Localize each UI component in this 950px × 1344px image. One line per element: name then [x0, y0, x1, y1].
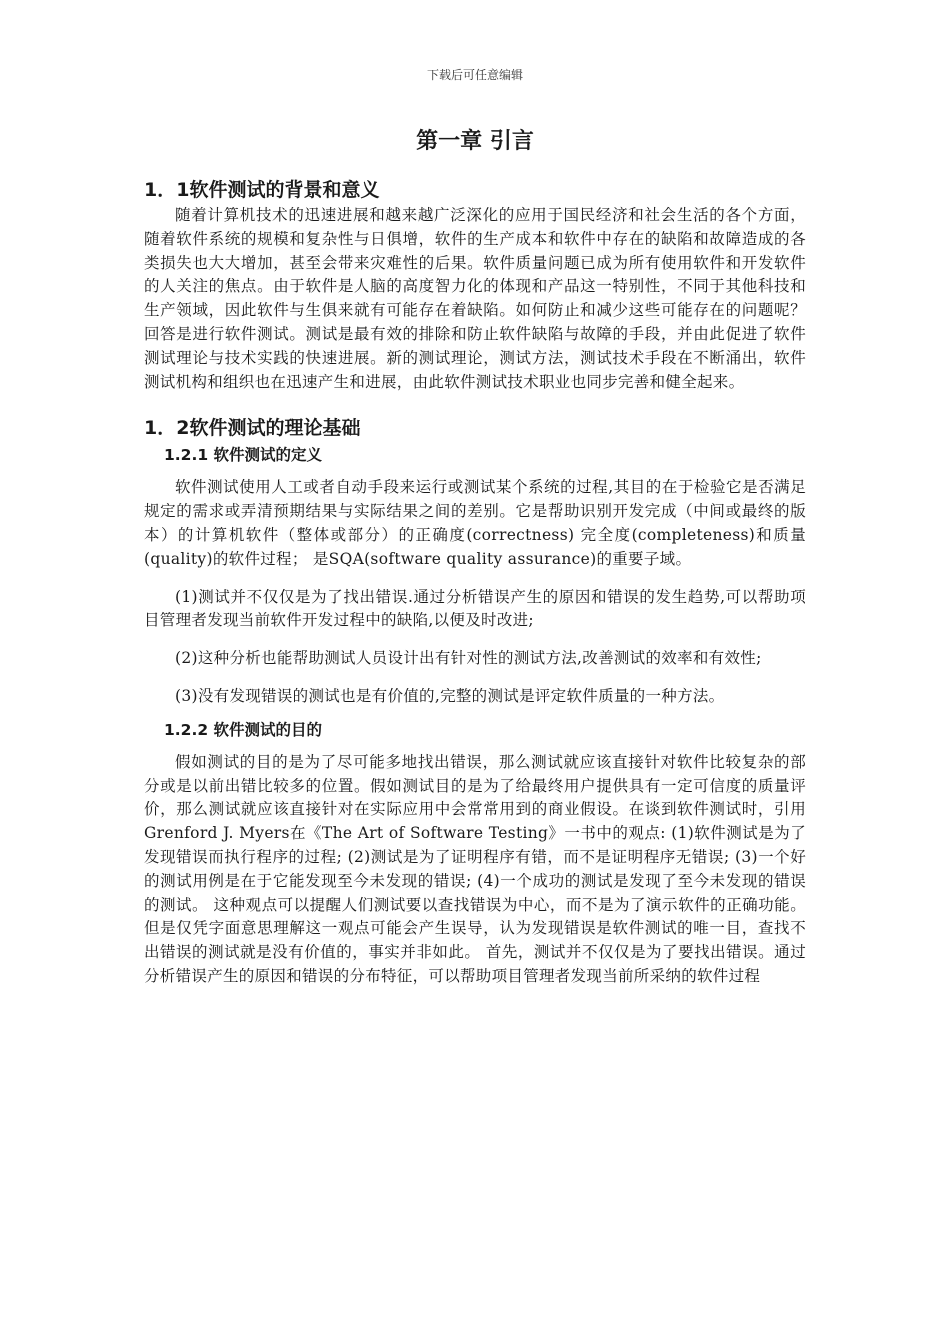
definition-point-3: (3)没有发现错误的测试也是有价值的,完整的测试是评定软件质量的一种方法。 — [175, 686, 725, 705]
subsection-1-2-1-paragraph: 软件测试使用人工或者自动手段来运行或测试某个系统的过程,其目的在于检验它是否满足规定的需求或弄清预期结果与实际结果之间的差别。它是帮助识别开发完成（中间或最终的版本）的计算机软件（整体或部分）的正确度(correctness) 完全度(completeness)和质量(quality)的软件过程； 是SQA(software quality assurance)的重要子域。 — [144, 478, 806, 568]
subsection-1-2-1-heading: 1.2.1 软件测试的定义 — [164, 446, 323, 465]
document-body — [144, 176, 806, 989]
chapter-title: 第一章 引言 — [416, 129, 534, 154]
header-note: 下载后可任意编辑 — [426, 68, 523, 82]
definition-point-2: (2)这种分析也能帮助测试人员设计出有针对性的测试方法,改善测试的效率和有效性; — [175, 649, 762, 668]
section-1-2-heading: 1．2软件测试的理论基础 — [144, 417, 361, 440]
subsection-1-2-2-paragraph: 假如测试的目的是为了尽可能多地找出错误，那么测试就应该直接针对软件比较复杂的部分或是以前出错比较多的位置。假如测试目的是为了给最终用户提供具有一定可信度的质量评价，那么测试就应该直接针对在实际应用中会常常用到的商业假设。在谈到软件测试时，引用Grenford J. Myers在《The Art of Software Testing》一书中的观点: (1)软件测试是为了发现错误而执行程序的过程; (2)测试是为了证明程序有错，而不是证明程序无错误; (3)一个好的测试用例是在于它能发现至今未发现的错误; (4)一个成功的测试是发现了至今未发现的错误的测试。 这种观点可以提醒人们测试要以查找错误为中心，而不是为了演示软件的正确功能。但是仅凭字面意思理解这一观点可能会产生误导，认为发现错误是软件测试的唯一目，查找不出错误的测试就是没有价值的，事实并非如此。 首先，测试并不仅仅是为了要找出错误。通过分析错误产生的原因和错误的分布特征，可以帮助项目管理者发现当前所采纳的软件过程 — [144, 752, 806, 985]
section-1-1-paragraph: 随着计算机技术的迅速进展和越来越广泛深化的应用于国民经济和社会生活的各个方面，随着软件系统的规模和复杂性与日俱增，软件的生产成本和软件中存在的缺陷和故障造成的各类损失也大大增加，甚至会带来灾难性的后果。软件质量问题已成为所有使用软件和开发软件的人关注的焦点。由于软件是人脑的高度智力化的体现和产品这一特别性，不同于其他科技和生产领域，因此软件与生俱来就有可能存在着缺陷。如何防止和减少这些可能存在的问题呢？回答是进行软件测试。测试是最有效的排除和防止软件缺陷与故障的手段，并由此促进了软件测试理论与技术实践的快速进展。新的测试理论，测试方法，测试技术手段在不断涌出，软件测试机构和组织也在迅速产生和进展，由此软件测试技术职业也同步完善和健全起来。 — [144, 206, 806, 391]
subsection-1-2-2-heading: 1.2.2 软件测试的目的 — [164, 720, 323, 739]
definition-point-1: (1)测试并不仅仅是为了找出错误.通过分析错误产生的原因和错误的发生趋势,可以帮助项目管理者发现当前软件开发过程中的缺陷,以便及时改进; — [144, 587, 806, 630]
section-1-1-heading: 1．1软件测试的背景和意义 — [144, 179, 380, 201]
